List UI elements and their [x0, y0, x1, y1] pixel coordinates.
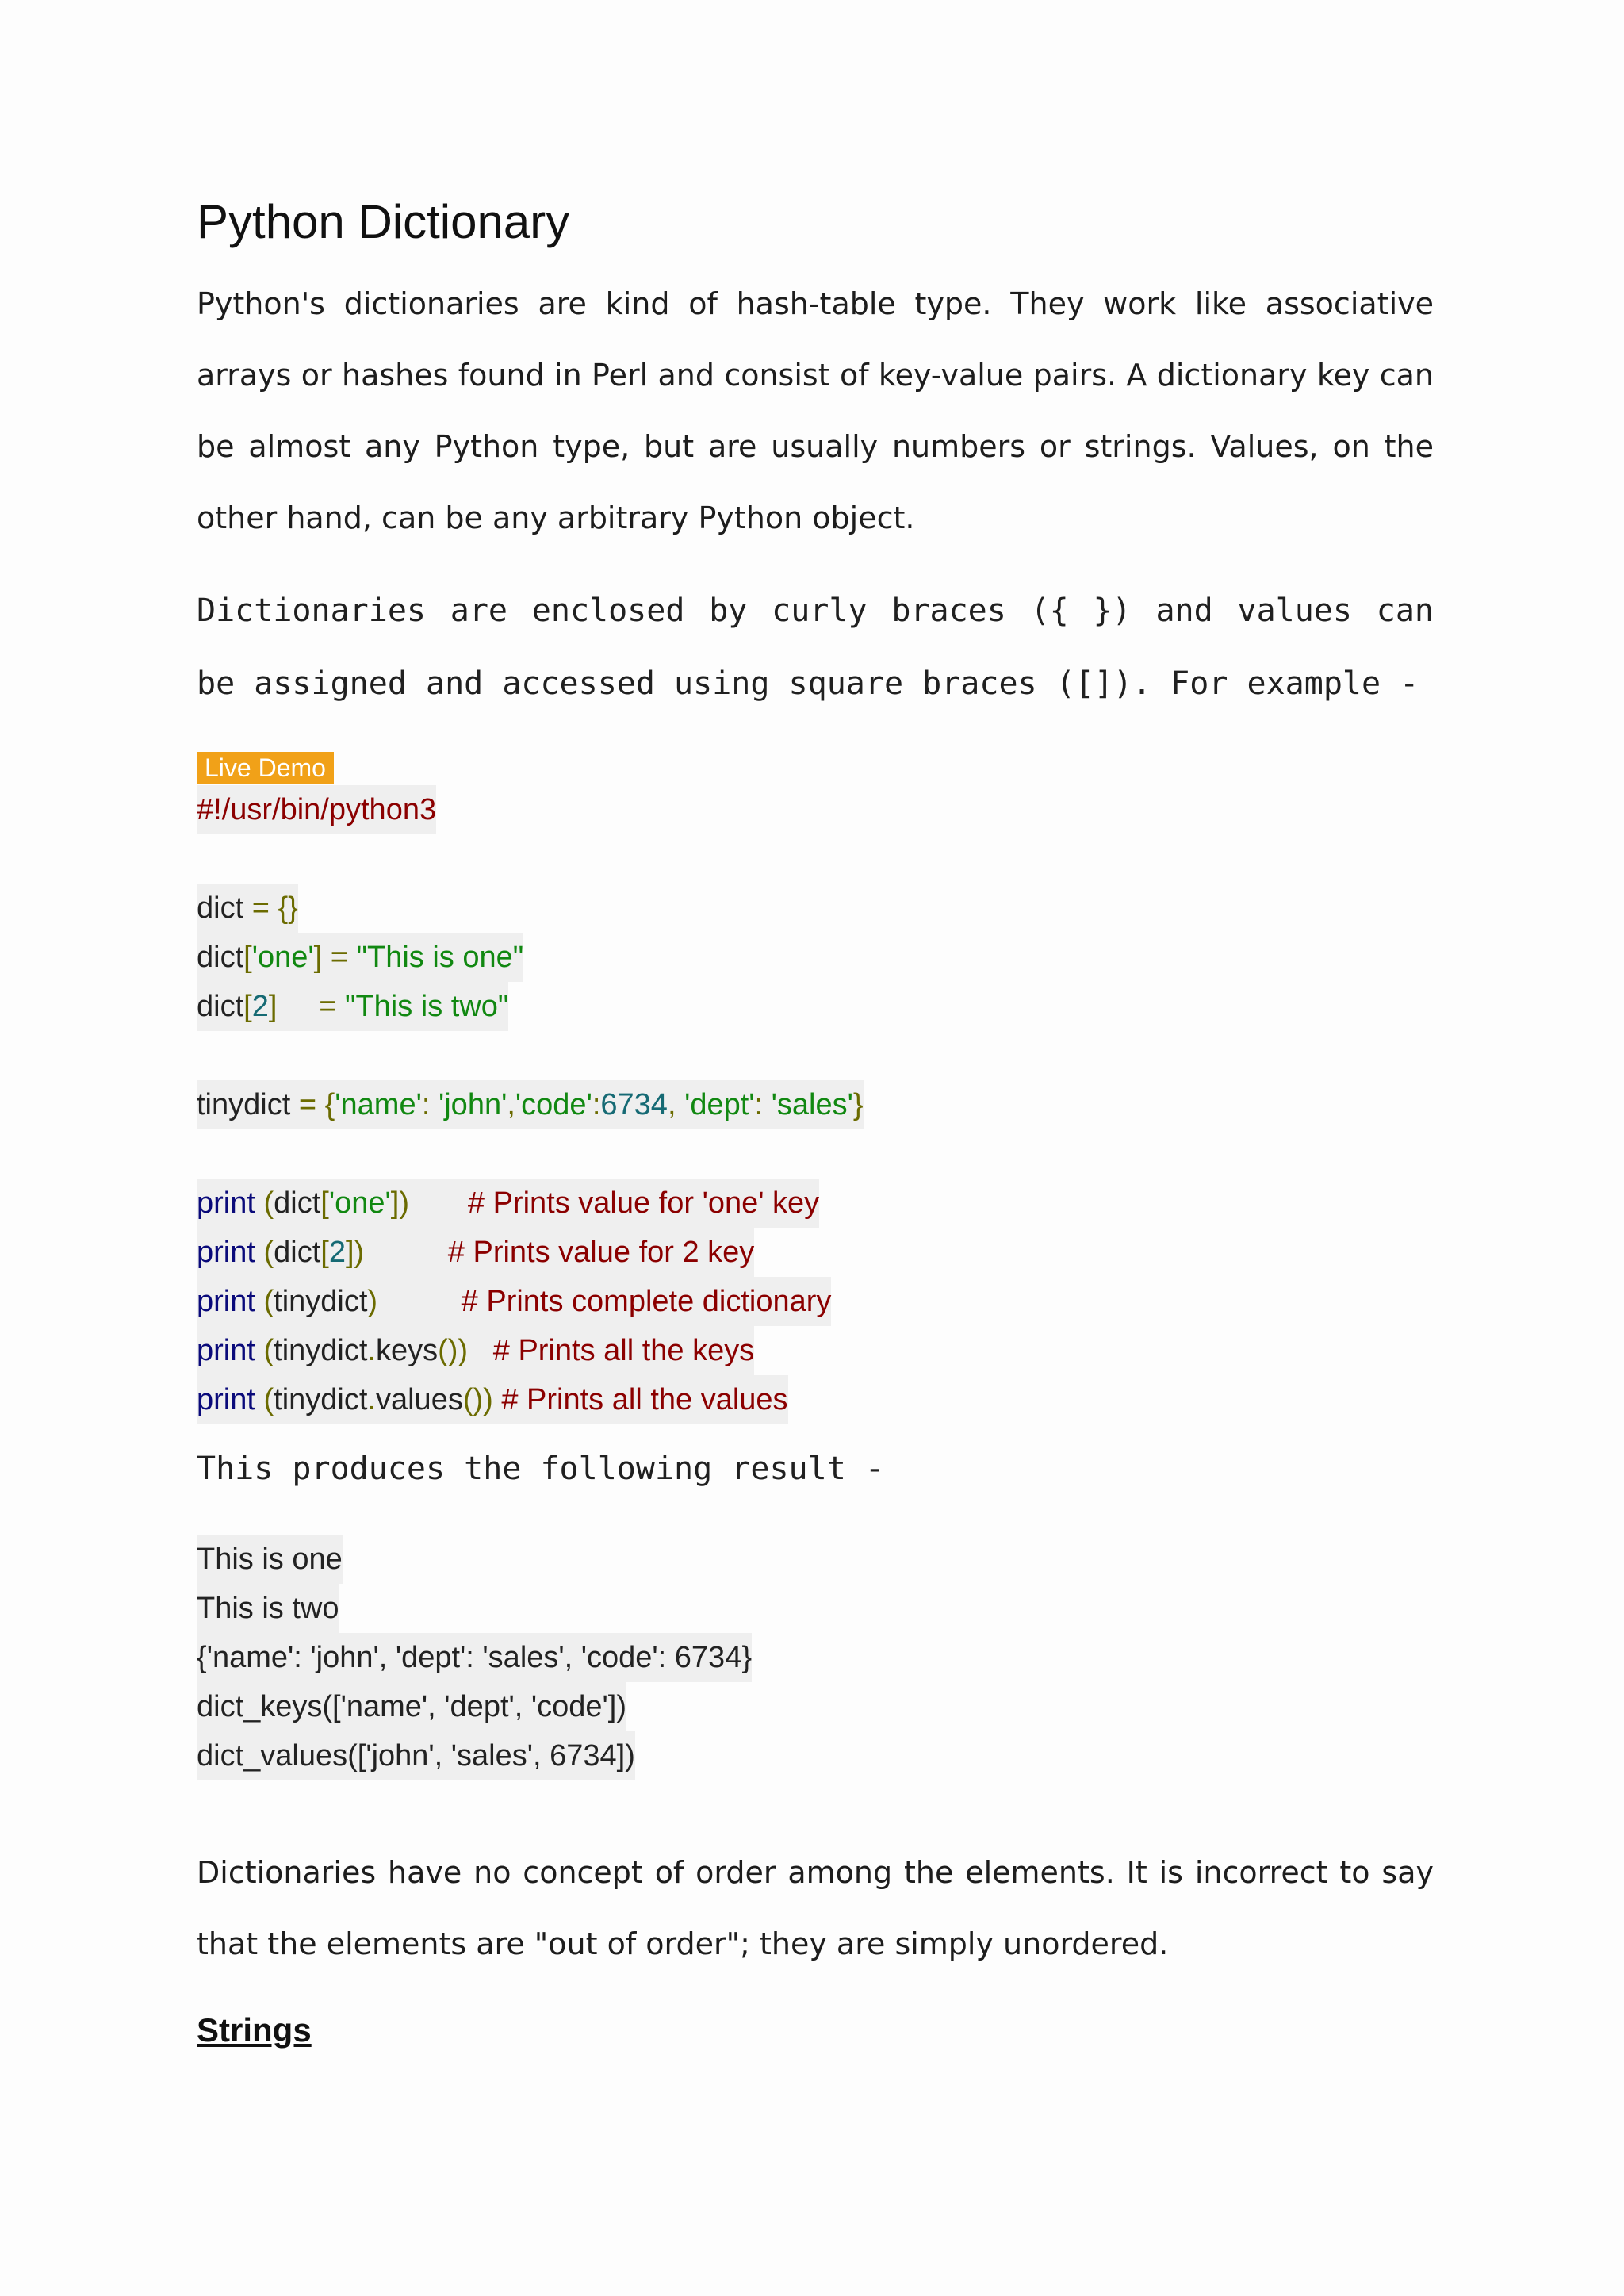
code-line — [197, 1277, 831, 1326]
code-identifier: tinydict — [197, 1088, 291, 1121]
code-identifier: keys — [375, 1334, 439, 1367]
code-punct: : — [592, 1088, 601, 1121]
code-punct: [ — [320, 1186, 329, 1220]
code-punct: ()) — [438, 1334, 469, 1367]
output-line: dict_keys(['name', 'dept', 'code']) — [197, 1682, 626, 1731]
code-punct: ) — [367, 1285, 378, 1318]
section-heading-strings: Strings — [197, 2011, 312, 2049]
code-identifier: tinydict — [274, 1285, 368, 1318]
code-punct: ( — [255, 1383, 274, 1416]
code-string: 'one' — [251, 941, 314, 974]
code-number: 2 — [328, 1236, 346, 1269]
code-punct: [ — [243, 990, 252, 1023]
code-punct: = { — [290, 1088, 335, 1121]
code-punct: ]) — [390, 1186, 409, 1220]
code-keyword: print — [197, 1236, 255, 1269]
page-title: Python Dictionary — [197, 195, 570, 248]
code-identifier: dict — [197, 941, 244, 974]
code-punct: , — [667, 1088, 685, 1121]
code-punct: ( — [255, 1285, 274, 1318]
code-punct: ()) — [462, 1383, 493, 1416]
code-punct: ] — [268, 990, 278, 1023]
result-intro: This produces the following result - — [197, 1451, 884, 1487]
code-line — [197, 1179, 819, 1228]
code-string: 'one' — [328, 1186, 391, 1220]
code-line — [197, 982, 508, 1031]
code-punct: : — [421, 1088, 439, 1121]
code-identifier: dict — [274, 1236, 321, 1269]
code-number: 6734 — [600, 1088, 668, 1121]
output-line: dict_values(['john', 'sales', 6734]) — [197, 1731, 635, 1780]
code-string: "This is two" — [344, 990, 509, 1023]
code-keyword: print — [197, 1334, 255, 1367]
code-number: 2 — [251, 990, 269, 1023]
code-punct: [ — [320, 1236, 329, 1269]
code-punct: ( — [255, 1186, 274, 1220]
code-identifier: dict — [197, 891, 244, 925]
code-punct: ] — [313, 941, 323, 974]
code-punct: = {} — [243, 891, 298, 925]
code-punct: = — [277, 990, 345, 1023]
code-identifier: tinydict — [274, 1383, 368, 1416]
code-punct: : — [754, 1088, 772, 1121]
code-keyword: print — [197, 1285, 255, 1318]
code-punct: [ — [243, 941, 252, 974]
code-comment: #!/usr/bin/python3 — [197, 793, 437, 826]
code-comment: # Prints value for 2 key — [364, 1236, 755, 1269]
code-identifier: dict — [197, 990, 244, 1023]
output-line: This is two — [197, 1584, 339, 1633]
code-punct: ]) — [345, 1236, 365, 1269]
code-identifier: tinydict — [274, 1334, 368, 1367]
closing-paragraph: Dictionaries have no concept of order among the elements. It is incorrect to say that the elements are "out of order"; they are simply unordered. — [197, 1855, 1434, 1961]
code-string: 'john' — [438, 1088, 508, 1121]
code-punct: } — [852, 1088, 864, 1121]
code-punct: , — [507, 1088, 515, 1121]
code-string: 'name' — [335, 1088, 422, 1121]
code-keyword: print — [197, 1186, 255, 1220]
code-line — [197, 884, 298, 933]
code-line — [197, 1375, 788, 1424]
code-line — [197, 1228, 754, 1277]
code-string: "This is one" — [356, 941, 524, 974]
code-line-shebang — [197, 785, 436, 834]
code-punct: . — [367, 1383, 376, 1416]
output-line: This is one — [197, 1535, 343, 1584]
code-line — [197, 933, 523, 982]
code-line — [197, 1326, 754, 1375]
code-punct: ( — [255, 1334, 274, 1367]
code-comment: # Prints value for 'one' key — [408, 1186, 820, 1220]
code-punct: = — [322, 941, 357, 974]
mono-intro-paragraph: Dictionaries are enclosed by curly braces ({ }) and values can be assigned and accessed using square braces ([]). For example - — [197, 592, 1434, 702]
code-punct: ( — [255, 1236, 274, 1269]
code-string: 'sales' — [771, 1088, 853, 1121]
code-punct: . — [367, 1334, 376, 1367]
live-demo-button[interactable]: Live Demo — [197, 752, 334, 784]
code-comment: # Prints all the values — [492, 1383, 788, 1416]
code-comment: # Prints all the keys — [468, 1334, 755, 1367]
code-keyword: print — [197, 1383, 255, 1416]
intro-paragraph: Python's dictionaries are kind of hash-table type. They work like associative arrays or hashes found in Perl and consist of key-value pairs. A dictionary key can be almost any Python type, but are usually numbers or strings. Values, on the other hand, can be any arbitrary Python object. — [197, 286, 1434, 535]
code-line — [197, 1080, 864, 1129]
code-identifier: values — [375, 1383, 463, 1416]
code-comment: # Prints complete dictionary — [377, 1285, 832, 1318]
code-string: 'code' — [515, 1088, 592, 1121]
code-string: 'dept' — [684, 1088, 755, 1121]
output-line: {'name': 'john', 'dept': 'sales', 'code': 6734} — [197, 1633, 752, 1682]
code-identifier: dict — [274, 1186, 321, 1220]
